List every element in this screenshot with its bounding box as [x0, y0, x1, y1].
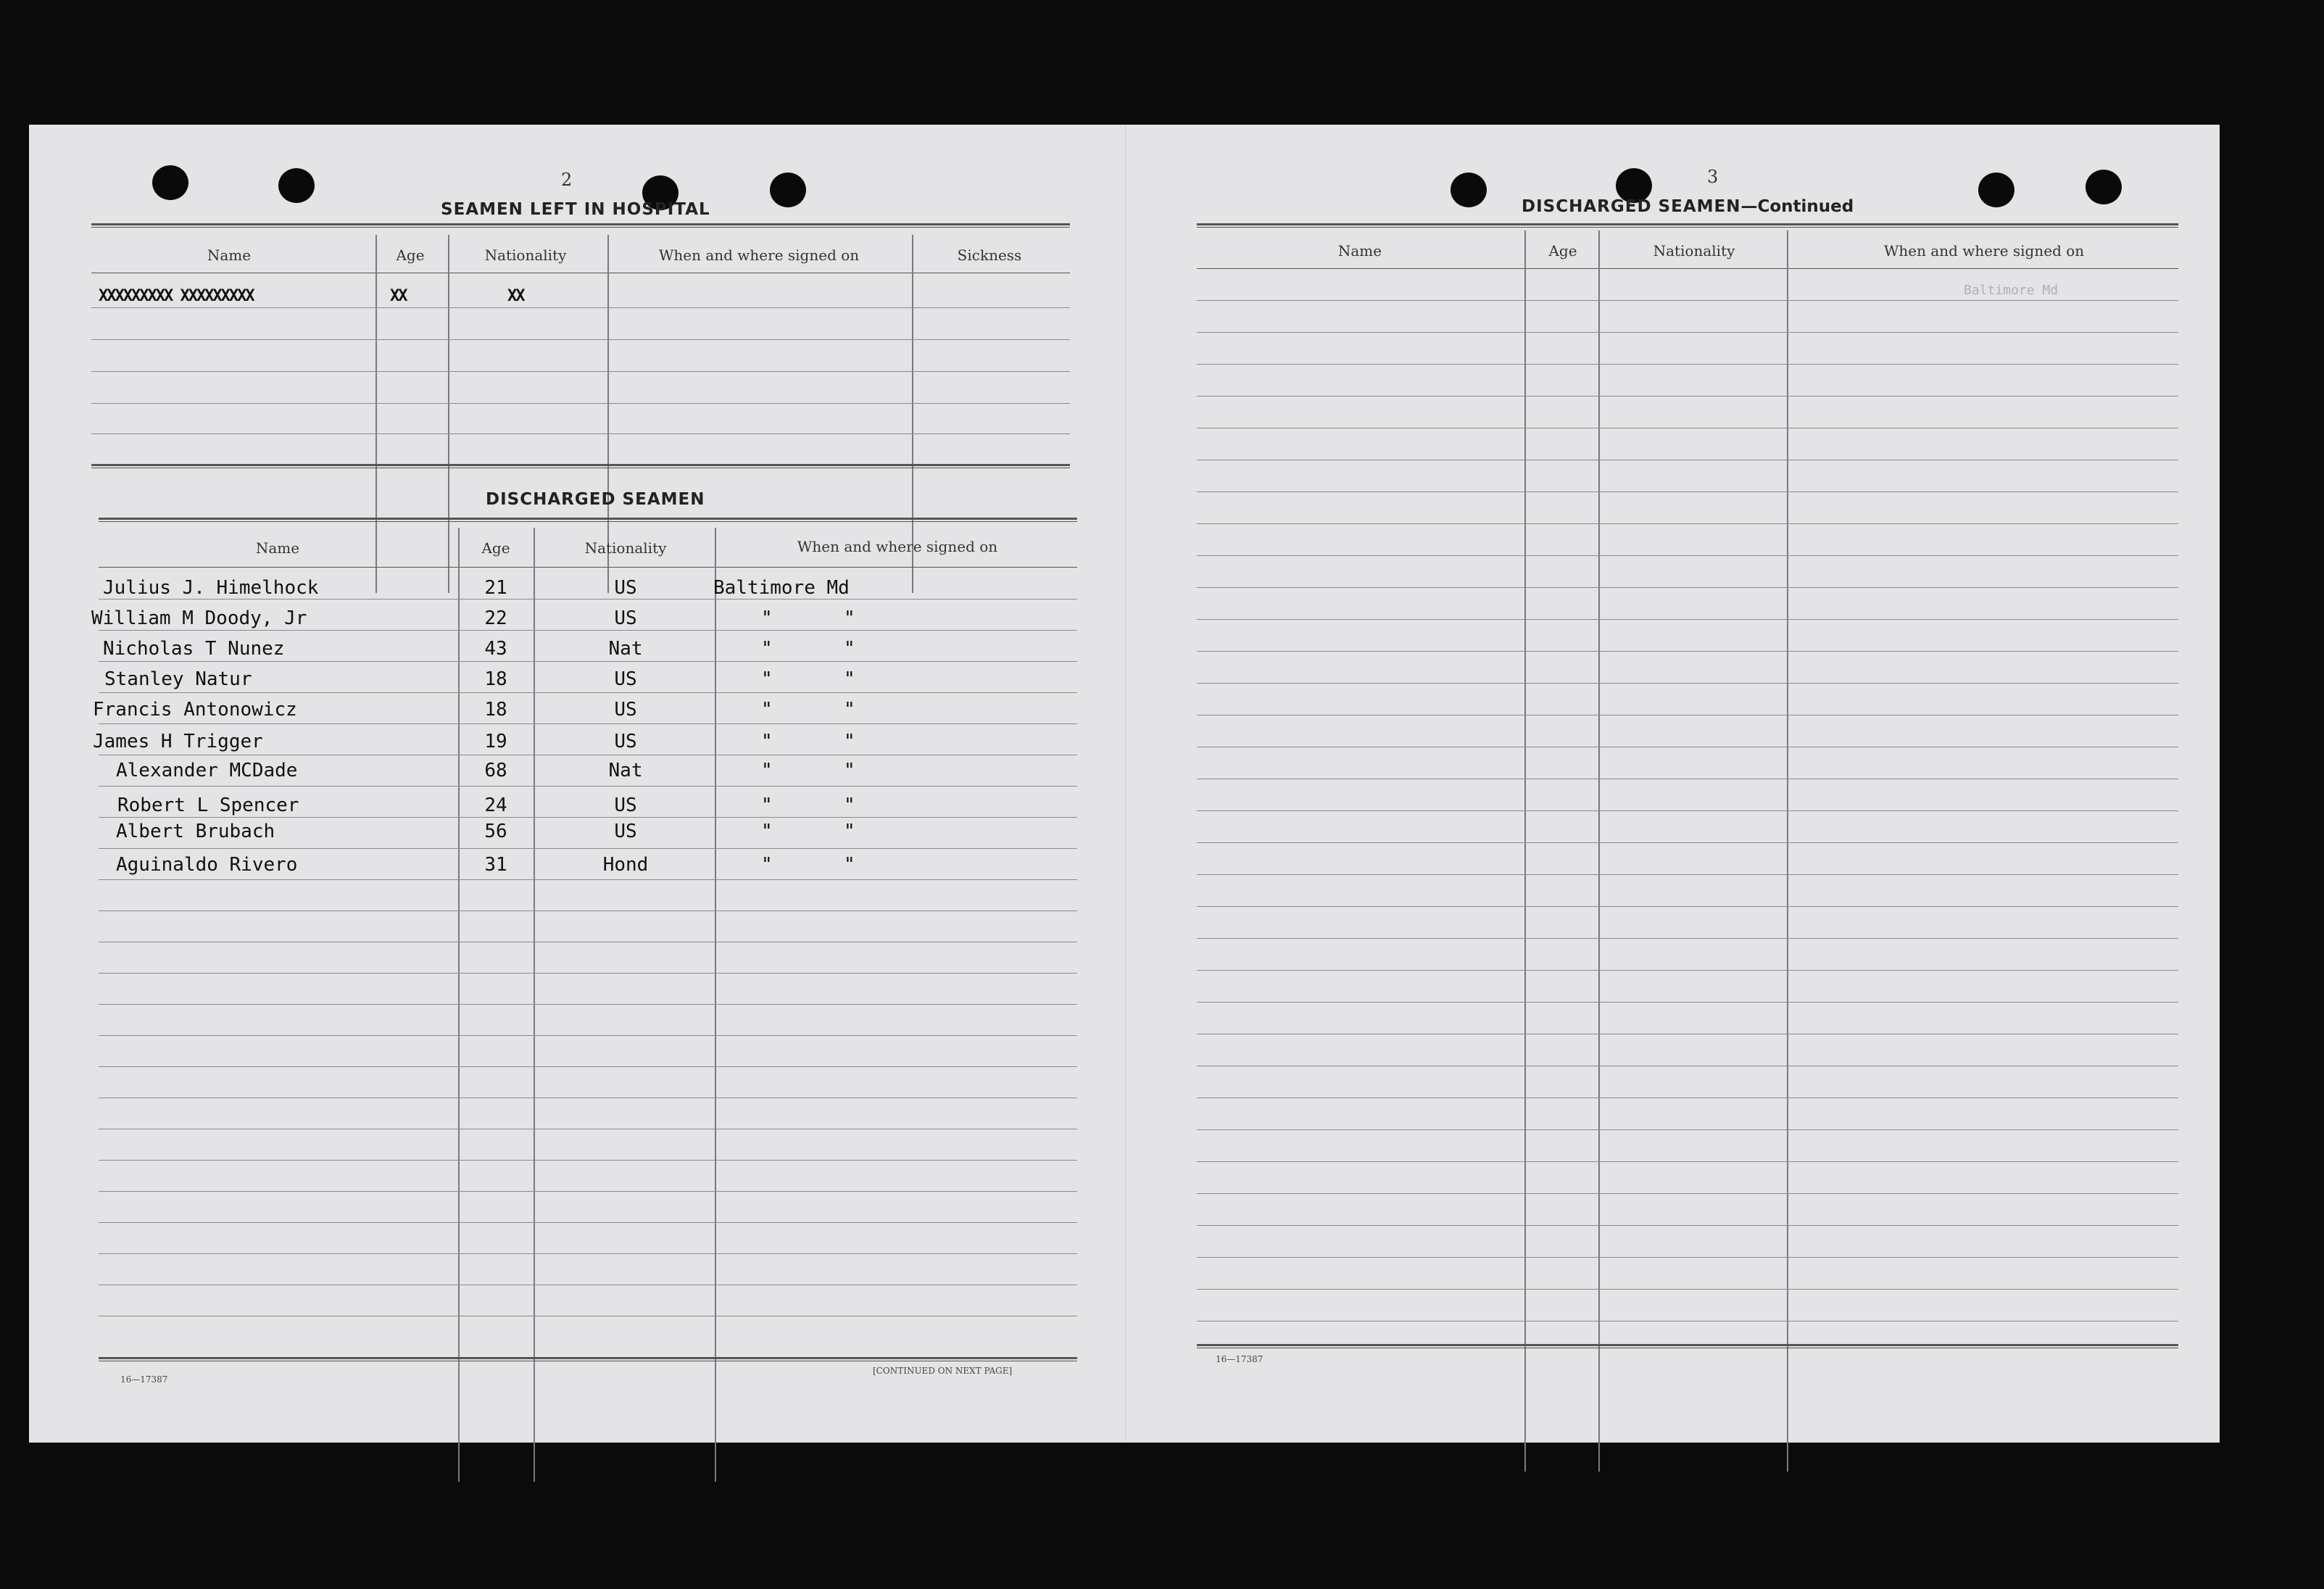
- seaman-signed-on: Baltimore Md: [713, 577, 850, 599]
- table-rule: [1197, 1321, 2178, 1322]
- table-rule: [99, 661, 1077, 662]
- hospital-col-age: Age: [396, 246, 425, 264]
- table-rule: [1197, 906, 2178, 907]
- table-rule: [91, 433, 1070, 434]
- seaman-nationality: US: [614, 607, 637, 629]
- seaman-age: 43: [484, 638, 507, 660]
- seaman-name: James H Trigger: [93, 731, 263, 752]
- seaman-name: Stanley Natur: [104, 668, 252, 690]
- seaman-age: 22: [484, 607, 507, 629]
- table-rule: [1197, 938, 2178, 939]
- table-rule: [99, 973, 1077, 974]
- ditto-mark: ": [844, 699, 855, 721]
- ditto-mark: ": [761, 731, 773, 752]
- table-rule: [1197, 1289, 2178, 1290]
- table-rule: [1197, 364, 2178, 365]
- seaman-nationality: US: [614, 794, 637, 816]
- seaman-name: Alexander MCDade: [116, 760, 298, 781]
- redacted-nationality: XX: [507, 287, 524, 305]
- column-divider: [1787, 231, 1788, 1472]
- header-rule: [91, 223, 1070, 228]
- table-rule: [1197, 1002, 2178, 1003]
- seaman-name: Francis Antonowicz: [93, 699, 297, 721]
- table-bottom-rule: [1197, 1344, 2178, 1348]
- hospital-col-nationality: Nationality: [484, 246, 567, 264]
- discharged-col-age: Age: [481, 539, 510, 557]
- seaman-name: Aguinaldo Rivero: [116, 854, 298, 876]
- table-rule: [91, 307, 1070, 308]
- punch-hole: [770, 173, 806, 207]
- punch-hole: [278, 168, 315, 203]
- hospital-col-sickness: Sickness: [957, 246, 1022, 264]
- column-divider: [534, 528, 535, 1482]
- seaman-age: 24: [484, 794, 507, 816]
- ditto-mark: ": [761, 699, 773, 721]
- right-col-name: Name: [1337, 242, 1382, 260]
- table-rule: [1197, 1193, 2178, 1194]
- table-rule: [1197, 842, 2178, 843]
- seaman-name: Julius J. Himelhock: [103, 577, 319, 599]
- seaman-nationality: Nat: [608, 760, 643, 781]
- table-rule: [99, 1191, 1077, 1192]
- table-rule: [99, 1222, 1077, 1223]
- title-suffix: —Continued: [1740, 197, 1854, 216]
- ditto-mark: ": [761, 638, 773, 660]
- right-col-nationality: Nationality: [1653, 242, 1735, 260]
- ditto-mark: ": [761, 760, 773, 781]
- table-rule: [99, 848, 1077, 849]
- table-rule: [1197, 651, 2178, 652]
- column-divider: [458, 528, 460, 1482]
- table-rule: [1197, 874, 2178, 875]
- ditto-mark: ": [844, 668, 855, 690]
- table-rule: [99, 786, 1077, 787]
- seaman-age: 19: [484, 731, 507, 752]
- table-rule: [99, 817, 1077, 818]
- seaman-name: Robert L Spencer: [117, 794, 299, 816]
- table-rule: [91, 339, 1070, 340]
- seaman-name: Nicholas T Nunez: [103, 638, 285, 660]
- seaman-age: 56: [484, 821, 507, 842]
- column-divider: [715, 528, 716, 1482]
- ditto-mark: ": [761, 821, 773, 842]
- table-rule: [1197, 1129, 2178, 1130]
- table-rule: [99, 910, 1077, 911]
- table-rule: [1197, 523, 2178, 524]
- table-rule: [1197, 1161, 2178, 1162]
- table-rule: [99, 1253, 1077, 1254]
- table-rule: [1197, 683, 2178, 684]
- table-rule: [1197, 396, 2178, 397]
- table-rule: [99, 567, 1077, 568]
- ditto-mark: ": [844, 794, 855, 816]
- ditto-mark: ": [844, 760, 855, 781]
- table-rule: [1197, 810, 2178, 811]
- ditto-mark: ": [761, 854, 773, 876]
- right-col-signed-on: When and where signed on: [1883, 242, 2085, 260]
- seaman-nationality: US: [614, 731, 637, 752]
- header-rule: [99, 518, 1077, 522]
- form-number: 16—17387: [120, 1374, 168, 1385]
- table-rule: [99, 1004, 1077, 1005]
- seaman-age: 18: [484, 699, 507, 721]
- ink-bleed-text: Baltimore Md: [1964, 283, 2059, 298]
- table-rule: [1197, 619, 2178, 620]
- discharged-col-nationality: Nationality: [584, 539, 667, 557]
- table-rule: [1197, 970, 2178, 971]
- punch-hole: [152, 165, 188, 200]
- ditto-mark: ": [844, 854, 855, 876]
- seaman-name: William M Doody, Jr: [91, 607, 307, 629]
- table-rule: [1197, 300, 2178, 301]
- discharged-col-name: Name: [255, 539, 300, 557]
- document-sheet: [29, 125, 2220, 1443]
- discharged-col-signed-on: When and where signed on: [797, 538, 998, 555]
- continued-section-title: [1522, 197, 1854, 216]
- column-divider: [1598, 231, 1600, 1472]
- ditto-mark: ": [844, 731, 855, 752]
- table-rule: [99, 723, 1077, 724]
- form-number: 16—17387: [1216, 1354, 1263, 1364]
- ditto-mark: ": [761, 794, 773, 816]
- punch-hole: [1451, 173, 1487, 207]
- table-rule: [99, 692, 1077, 693]
- seaman-nationality: US: [614, 668, 637, 690]
- seaman-nationality: Hond: [602, 854, 649, 876]
- table-rule: [1197, 332, 2178, 333]
- title-main: DISCHARGED SEAMEN: [1522, 197, 1741, 216]
- seaman-nationality: Nat: [608, 638, 643, 660]
- table-rule: [99, 1160, 1077, 1161]
- redacted-age: XX: [390, 287, 407, 305]
- hospital-col-name: Name: [207, 246, 252, 264]
- table-bottom-rule: [99, 1357, 1077, 1361]
- table-rule: [1197, 268, 2178, 269]
- table-rule: [1197, 491, 2178, 492]
- left-page: [29, 125, 1124, 1443]
- table-rule: [99, 879, 1077, 880]
- table-rule: [91, 371, 1070, 372]
- ditto-mark: ": [761, 668, 773, 690]
- continued-note: [CONTINUED ON NEXT PAGE]: [873, 1366, 1013, 1376]
- table-rule: [1197, 1225, 2178, 1226]
- table-rule: [1197, 555, 2178, 556]
- table-rule: [1197, 1257, 2178, 1258]
- right-col-age: Age: [1548, 242, 1577, 260]
- seaman-age: 21: [484, 577, 507, 599]
- ditto-mark: ": [844, 821, 855, 842]
- hospital-col-signed-on: When and where signed on: [658, 246, 860, 264]
- punch-hole: [2086, 170, 2122, 204]
- right-page: [1125, 125, 2220, 1443]
- punch-hole: [1978, 173, 2014, 207]
- ditto-mark: ": [761, 607, 773, 629]
- seaman-nationality: US: [614, 821, 637, 842]
- seaman-age: 18: [484, 668, 507, 690]
- seaman-age: 31: [484, 854, 507, 876]
- table-rule: [99, 1035, 1077, 1036]
- column-divider: [1524, 231, 1526, 1472]
- table-rule: [99, 1066, 1077, 1067]
- table-rule: [91, 403, 1070, 404]
- seaman-nationality: US: [614, 577, 637, 599]
- header-rule: [1197, 223, 2178, 228]
- hospital-section-title: SEAMEN LEFT IN HOSPITAL: [441, 200, 710, 219]
- page-number: 3: [1707, 167, 1719, 187]
- seaman-name: Albert Brubach: [116, 821, 275, 842]
- seaman-age: 68: [484, 760, 507, 781]
- page-number: 2: [561, 170, 573, 190]
- table-rule: [99, 630, 1077, 631]
- redacted-name: XXXXXXXXX XXXXXXXXX: [99, 287, 254, 305]
- seaman-nationality: US: [614, 699, 637, 721]
- ditto-mark: ": [844, 607, 855, 629]
- ditto-mark: ": [844, 638, 855, 660]
- discharged-section-title: DISCHARGED SEAMEN: [486, 490, 705, 509]
- table-bottom-rule: [91, 464, 1070, 468]
- table-rule: [1197, 587, 2178, 588]
